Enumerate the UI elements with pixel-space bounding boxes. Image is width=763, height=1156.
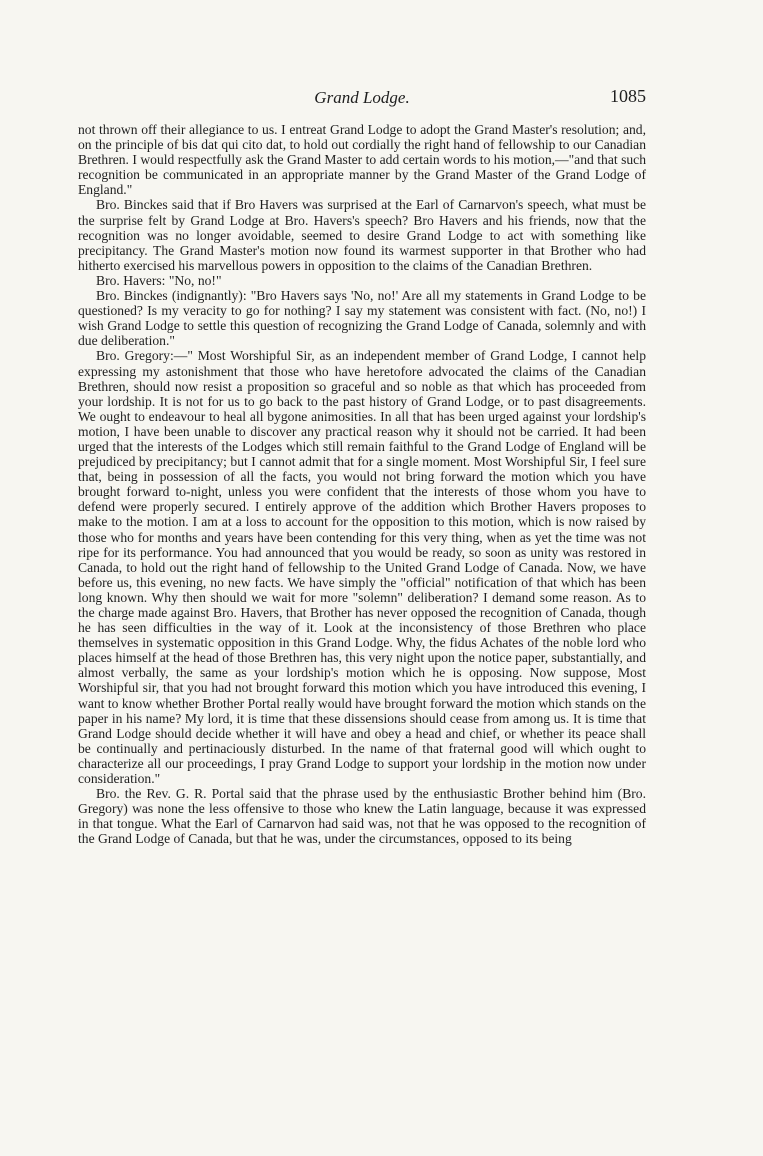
book-page [78, 86, 646, 847]
paragraph: Bro. Binckes (indignantly): "Bro Havers says 'No, no!' Are all my statements in Grand Lodge to be questioned? Is my veracity to go for nothing? I say my statement was consistent with fact. (No, no!) I wish Grand Lodge to settle this question of recognizing the Grand Lodge of Canada, solemnly and with due deliberation." [78, 288, 646, 349]
page-number: 1085 [610, 86, 646, 106]
paragraph: Bro. Gregory:—" Most Worshipful Sir, as an independent member of Grand Lodge, I cannot help expressing my astonishment that those who have heretofore advocated the claims of the Canadian Brethren, should now resist a proposition so graceful and so noble as that which has proceeded from your lordship. It is not for us to go back to the past history of Grand Lodge, or to past disagreements. We ought to endeavour to heal all bygone animosities. In all that has been urged against your lordship's motion, I have been unable to discover any practical reason why it should not be carried. It had been urged that the interests of the Lodges which still remain faithful to the Grand Lodge of England will be prejudiced by precipitancy; but I cannot admit that for a single moment. Most Worshipful Sir, I feel sure that, being in possession of all the facts, you would not bring forward the motion which you have brought forward to-night, unless you were confident that the interests of those whom you have to defend were properly secured. I entirely approve of the addition which Brother Havers proposes to make to the motion. I am at a loss to account for the opposition to this motion, which is now raised by those who for months and years have been contending for this very thing, when as yet the time was not ripe for its performance. You had announced that you would be ready, so soon as unity was restored in Canada, to hold out the right hand of fellowship to the United Grand Lodge of Canada. Now, we have before us, this evening, no new facts. We have simply the "official" notification of that which has been long known. Why then should we wait for more "solemn" deliberation? I demand some reason. As to the charge made against Bro. Havers, that Brother has never opposed the recognition of Canada, though he has seen difficulties in the way of it. Look at the inconsistency of those Brethren who place themselves in systematic opposition in this Grand Lodge. Why, the fidus Achates of the noble lord who places himself at the head of those Brethren has, this very night upon the notice paper, substantially, and almost verbally, the same as your lordship's motion which he is opposing. Now suppose, Most Worshipful sir, that you had not brought forward this motion which you have introduced this evening, I want to know whether Brother Portal really would have brought forward the motion which stands on the paper in his name? My lord, it is time that these dissensions should cease from among us. It is time that Grand Lodge should decide whether it will have and obey a head and chief, or whether its peace shall be continually and pertinaciously disturbed. In the name of that fraternal good will which ought to characterize all our proceedings, I pray Grand Lodge to support your lordship in the motion now under consideration." [78, 348, 646, 787]
paragraph: not thrown off their allegiance to us. I entreat Grand Lodge to adopt the Grand Master's resolution; and, on the principle of bis dat qui cito dat, to hold out cordially the right hand of fellowship to our Canadian Brethren. I would respectfully ask the Grand Master to add certain words to his motion,—"and that such recognition be communicated in an appropriate manner by the Grand Master of the Grand Lodge of England." [78, 122, 646, 198]
paragraph: Bro. Havers: "No, no!" [96, 272, 222, 288]
page-header [78, 86, 646, 116]
body-text [78, 122, 646, 847]
paragraph: Bro. the Rev. G. R. Portal said that the phrase used by the enthusiastic Brother behind him (Bro. Gregory) was none the less offensive to those who knew the Latin language, because it was expressed in that tongue. What the Earl of Carnarvon had said was, not that he was opposed to the recognition of the Grand Lodge of Canada, but that he was, under the circumstances, opposed to its being [78, 786, 646, 847]
paragraph: Bro. Binckes said that if Bro Havers was surprised at the Earl of Carnarvon's speech, what must be the surprise felt by Grand Lodge at Bro. Havers's speech? Bro Havers and his friends, now that the recognition was no longer avoidable, seemed to desire Grand Lodge to act with something like precipitancy. The Grand Master's motion now found its warmest supporter in that Brother who had hitherto exercised his marvellous powers in opposition to the claims of the Canadian Brethren. [78, 197, 646, 273]
running-title: Grand Lodge. [314, 88, 410, 107]
